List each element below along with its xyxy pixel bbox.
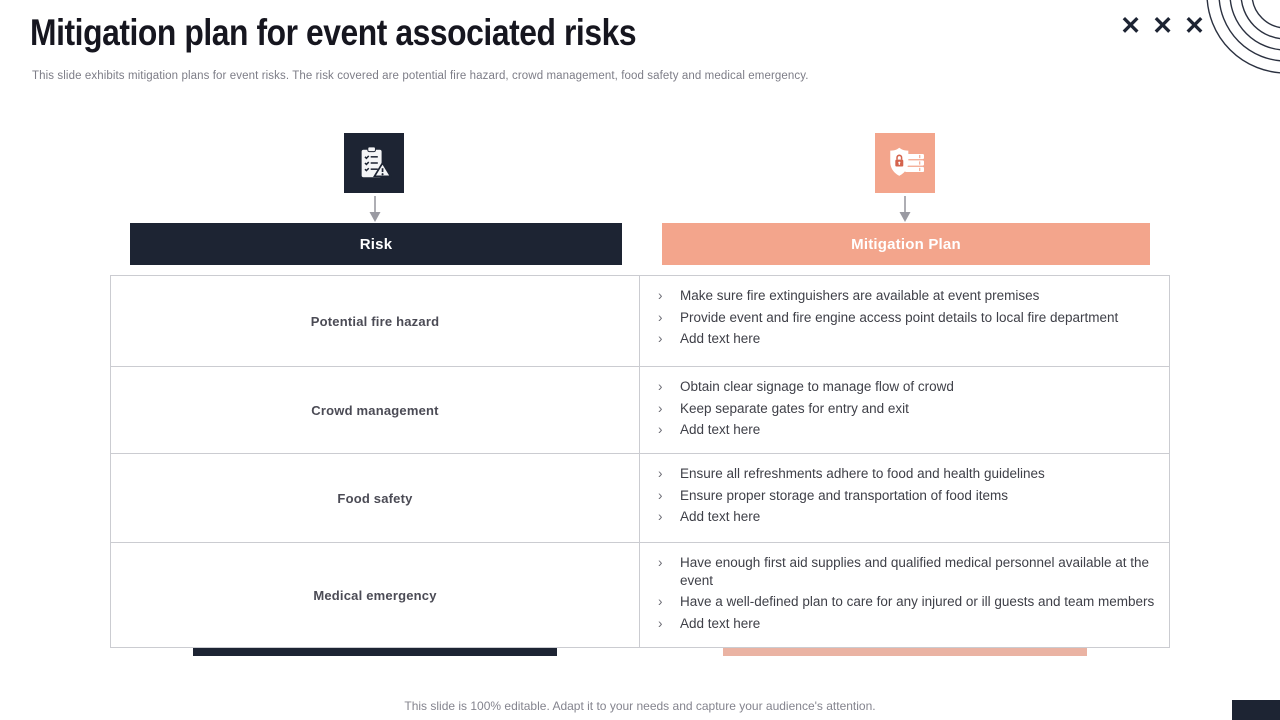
risk-table-body	[111, 276, 1169, 647]
table-row	[111, 453, 1169, 542]
bullet-icon: ›	[658, 309, 663, 325]
x-mark-icon: ✕	[1184, 12, 1205, 40]
page-title[interactable]: Mitigation plan for event associated risks	[30, 12, 637, 53]
footer-note: This slide is 100% editable. Adapt it to your needs and capture your audience's attention.	[404, 699, 876, 713]
risk-cell-label[interactable]: Medical emergency	[111, 543, 640, 647]
risk-column-header[interactable]: Risk	[130, 223, 622, 265]
risk-cell-label[interactable]: Crowd management	[111, 367, 640, 453]
mitigation-item[interactable]	[654, 378, 1159, 396]
mitigation-item-text: Add text here	[680, 331, 761, 347]
risk-cell-label[interactable]: Food safety	[111, 454, 640, 542]
corner-block-decoration	[1232, 700, 1280, 720]
risk-accent-bar	[193, 648, 557, 656]
slide-subtitle[interactable]: This slide exhibits mitigation plans for event risks. The risk covered are potential fire hazard, crowd management, food safety and medical emergency.	[32, 70, 809, 82]
mitigation-item[interactable]	[654, 593, 1159, 611]
bullet-icon: ›	[658, 487, 663, 503]
mitigation-column-header[interactable]: Mitigation Plan	[662, 223, 1150, 265]
bullet-icon: ›	[658, 379, 663, 394]
bullet-icon: ›	[658, 422, 663, 438]
mitigation-item-text: Have a well-defined plan to care for any injured or ill guests and team members	[680, 594, 1155, 610]
table-row	[111, 276, 1169, 366]
mitigation-cell[interactable]	[640, 454, 1169, 542]
mitigation-item-text: Keep separate gates for entry and exit	[680, 400, 909, 416]
risk-icon-box[interactable]	[344, 133, 404, 193]
bullet-icon: ›	[658, 288, 663, 303]
concentric-arcs-decoration	[1155, 0, 1280, 105]
mitigation-item[interactable]	[654, 508, 1159, 526]
mitigation-item-text: Ensure proper storage and transportation of food items	[680, 487, 1008, 503]
mitigation-list	[654, 465, 1159, 530]
mitigation-item[interactable]	[654, 400, 1159, 418]
mitigation-icon-box[interactable]	[875, 133, 935, 193]
risk-table	[110, 275, 1170, 648]
mitigation-item-text: Obtain clear signage to manage flow of crowd	[680, 379, 954, 394]
bullet-icon: ›	[658, 509, 663, 525]
bullet-icon: ›	[658, 594, 663, 610]
mitigation-item[interactable]	[654, 309, 1159, 327]
bullet-icon: ›	[658, 555, 663, 570]
mitigation-list	[654, 378, 1159, 443]
table-row	[111, 366, 1169, 453]
mitigation-item[interactable]	[654, 487, 1159, 505]
mitigation-accent-bar	[723, 648, 1087, 656]
down-arrow-icon	[897, 196, 913, 222]
table-row	[111, 542, 1169, 647]
mitigation-item-text: Add text here	[680, 422, 761, 438]
x-mark-icon: ✕	[1152, 12, 1174, 40]
mitigation-list	[654, 554, 1159, 636]
mitigation-item-text: Add text here	[680, 615, 761, 631]
mitigation-cell[interactable]	[640, 543, 1169, 647]
mitigation-item-text: Make sure fire extinguishers are available at event premises	[680, 288, 1040, 303]
mitigation-item[interactable]	[654, 465, 1159, 483]
mitigation-item-text: Have enough first aid supplies and qualified medical personnel available at the event	[680, 555, 1150, 588]
mitigation-item-text: Add text here	[680, 509, 761, 525]
mitigation-item[interactable]	[654, 330, 1159, 348]
bullet-icon: ›	[658, 615, 663, 631]
mitigation-item-text: Provide event and fire engine access point details to local fire department	[680, 309, 1119, 325]
bullet-icon: ›	[658, 466, 663, 481]
mitigation-item[interactable]	[654, 554, 1159, 589]
down-arrow-icon	[367, 196, 383, 222]
risk-cell-label[interactable]: Potential fire hazard	[111, 276, 640, 366]
mitigation-item[interactable]	[654, 421, 1159, 439]
mitigation-cell[interactable]	[640, 276, 1169, 366]
mitigation-cell[interactable]	[640, 367, 1169, 453]
mitigation-item[interactable]	[654, 287, 1159, 305]
bullet-icon: ›	[658, 400, 663, 416]
clipboard-warning-icon	[355, 144, 393, 182]
mitigation-item[interactable]	[654, 615, 1159, 633]
mitigation-item-text: Ensure all refreshments adhere to food and health guidelines	[680, 466, 1045, 481]
bullet-icon: ›	[658, 331, 663, 347]
mitigation-list	[654, 287, 1159, 352]
x-mark-icon: ✕	[1120, 12, 1142, 40]
shield-lock-checklist-icon	[885, 144, 925, 182]
